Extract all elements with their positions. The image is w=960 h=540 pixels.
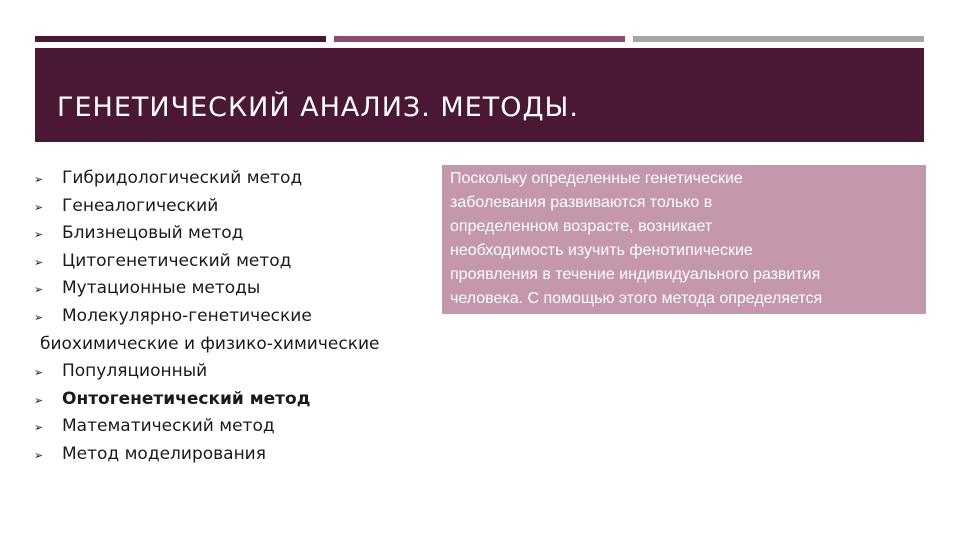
arrowhead-bullet-icon: ➢ — [34, 200, 44, 214]
list-item — [34, 413, 434, 441]
accent-bar-gray — [633, 36, 924, 42]
accent-bar-medium — [334, 36, 625, 42]
info-text-line: проявления в течение индивидуального развития — [450, 266, 821, 283]
list-item — [34, 303, 434, 331]
arrowhead-bullet-icon: ➢ — [34, 448, 44, 462]
list-item-highlighted — [34, 386, 434, 414]
title-band — [35, 48, 924, 142]
method-label: Популяционный — [62, 361, 208, 382]
accent-bar-dark — [35, 36, 326, 42]
method-label: Онтогенетический метод — [62, 388, 311, 409]
arrowhead-bullet-icon: ➢ — [34, 310, 44, 324]
method-label: Метод моделирования — [62, 443, 266, 464]
info-text-line: Поскольку определенные генетические — [450, 170, 743, 187]
slide-title: ГЕНЕТИЧЕСКИЙ АНАЛИЗ. МЕТОДЫ. — [57, 92, 579, 123]
list-item — [34, 441, 434, 469]
arrowhead-bullet-icon: ➢ — [34, 421, 44, 435]
method-label: Молекулярно-генетические — [62, 305, 312, 326]
arrowhead-bullet-icon: ➢ — [34, 393, 44, 407]
list-item — [34, 275, 434, 303]
list-item — [34, 193, 434, 221]
list-item-continuation — [34, 331, 434, 359]
list-item — [34, 220, 434, 248]
method-label: Гибридологический метод — [62, 168, 303, 188]
method-label: Генеалогический — [62, 195, 219, 216]
info-text-line: определенном возрасте, возникает — [450, 218, 713, 235]
list-item — [34, 358, 434, 386]
arrowhead-bullet-icon: ➢ — [34, 283, 44, 297]
info-box — [442, 165, 926, 314]
method-label: биохимические и физико-химические — [40, 333, 380, 354]
list-item — [34, 248, 434, 276]
info-text-line: необходимость изучить фенотипические — [450, 242, 753, 259]
methods-list — [34, 165, 434, 469]
method-label: Близнецовый метод — [62, 223, 244, 244]
info-text-line: заболевания развиваются только в — [450, 194, 713, 211]
method-label: Цитогенетический метод — [62, 250, 292, 271]
list-item — [34, 165, 434, 193]
arrowhead-bullet-icon: ➢ — [34, 173, 44, 186]
info-text-line: человека. С помощью этого метода определяется — [450, 290, 823, 307]
method-label: Мутационные методы — [62, 278, 261, 299]
method-label: Математический метод — [62, 416, 275, 437]
arrowhead-bullet-icon: ➢ — [34, 366, 44, 380]
arrowhead-bullet-icon: ➢ — [34, 228, 44, 242]
arrowhead-bullet-icon: ➢ — [34, 255, 44, 269]
